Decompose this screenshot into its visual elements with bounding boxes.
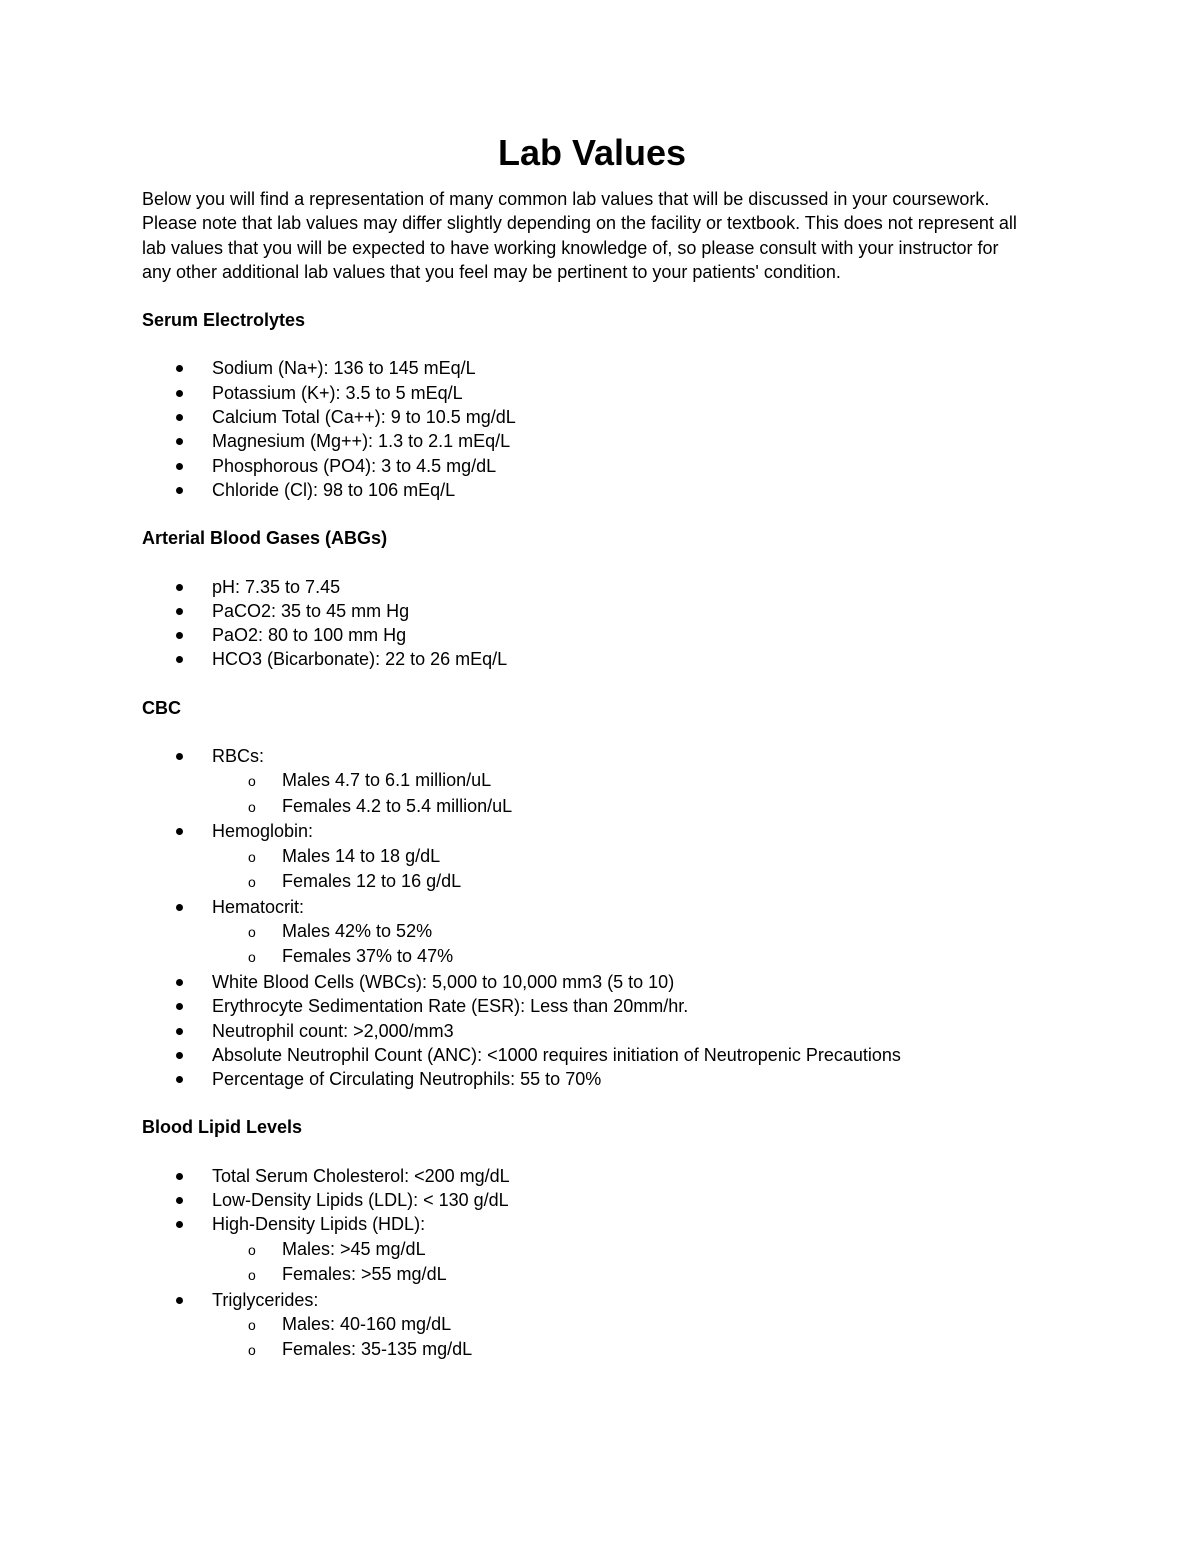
list-item — [142, 895, 1042, 970]
list-item — [142, 970, 1042, 994]
bullet-icon — [176, 365, 183, 372]
list-item — [142, 1043, 1042, 1067]
list-item-text: Low-Density Lipids (LDL): < 130 g/dL — [212, 1190, 509, 1211]
list-item — [142, 575, 1042, 599]
list-item — [142, 356, 1042, 380]
sub-list-item — [212, 869, 1042, 895]
list-item-text: Erythrocyte Sedimentation Rate (ESR): Less than 20mm/hr. — [212, 996, 689, 1017]
circle-bullet-icon: o — [248, 773, 256, 790]
sub-list-item — [212, 794, 1042, 820]
list-item — [142, 381, 1042, 405]
list-item-text: High-Density Lipids (HDL): — [212, 1214, 426, 1235]
sub-list-item-text: Females: 35-135 mg/dL — [282, 1339, 473, 1360]
list-item — [142, 623, 1042, 647]
sub-list — [212, 1312, 1042, 1363]
sub-list-item — [212, 1237, 1042, 1263]
sub-list — [212, 1237, 1042, 1288]
sub-list-item — [212, 944, 1042, 970]
sub-list-item-text: Females 12 to 16 g/dL — [282, 871, 462, 892]
document-title: Lab Values — [497, 132, 687, 173]
bullet-icon — [176, 487, 183, 494]
bullet-icon — [176, 463, 183, 470]
bullet-list — [142, 356, 1042, 502]
list-item — [142, 1188, 1042, 1212]
circle-bullet-icon: o — [248, 848, 256, 865]
circle-bullet-icon: o — [248, 1241, 256, 1258]
list-item-text: pH: 7.35 to 7.45 — [212, 576, 341, 597]
bullet-icon — [176, 608, 183, 615]
list-item-text: Hemoglobin: — [212, 821, 314, 842]
list-item-text: PaCO2: 35 to 45 mm Hg — [212, 600, 410, 621]
bullet-icon — [176, 979, 183, 986]
list-item-text: Calcium Total (Ca++): 9 to 10.5 mg/dL — [212, 407, 516, 428]
bullet-icon — [176, 1052, 183, 1059]
bullet-icon — [176, 656, 183, 663]
sub-list-item-text: Males: 40-160 mg/dL — [282, 1313, 452, 1334]
sub-list-item-text: Males 4.7 to 6.1 million/uL — [282, 770, 492, 791]
bullet-icon — [176, 1197, 183, 1204]
list-item — [142, 647, 1042, 671]
sub-list-item-text: Females 37% to 47% — [282, 946, 454, 967]
sub-list — [212, 844, 1042, 895]
list-item-text: White Blood Cells (WBCs): 5,000 to 10,000 mm3 (5 to 10) — [212, 971, 675, 992]
list-item — [142, 994, 1042, 1018]
sub-list-item — [212, 844, 1042, 870]
bullet-list — [142, 575, 1042, 672]
bullet-icon — [176, 414, 183, 421]
list-item — [142, 1212, 1042, 1287]
sub-list-item-text: Females: >55 mg/dL — [282, 1264, 447, 1285]
bullet-icon — [176, 438, 183, 445]
list-item-text: Potassium (K+): 3.5 to 5 mEq/L — [212, 382, 463, 403]
list-item-text: RBCs: — [212, 746, 265, 767]
circle-bullet-icon: o — [248, 798, 256, 815]
bullet-icon — [176, 828, 183, 835]
circle-bullet-icon: o — [248, 1316, 256, 1333]
list-item — [142, 819, 1042, 894]
list-item-text: PaO2: 80 to 100 mm Hg — [212, 625, 407, 646]
circle-bullet-icon: o — [248, 923, 256, 940]
bullet-icon — [176, 584, 183, 591]
list-item — [142, 1164, 1042, 1188]
list-item-text: Hematocrit: — [212, 896, 305, 917]
list-item-text: Magnesium (Mg++): 1.3 to 2.1 mEq/L — [212, 431, 511, 452]
document-page — [142, 132, 1042, 1363]
bullet-icon — [176, 1221, 183, 1228]
list-item-text: Phosphorous (PO4): 3 to 4.5 mg/dL — [212, 455, 497, 476]
circle-bullet-icon: o — [248, 874, 256, 891]
list-item-text: Total Serum Cholesterol: <200 mg/dL — [212, 1165, 510, 1186]
list-item-text: Percentage of Circulating Neutrophils: 55 to 70% — [212, 1069, 602, 1090]
list-item — [142, 1067, 1042, 1091]
bullet-icon — [176, 1173, 183, 1180]
list-item-text: Absolute Neutrophil Count (ANC): <1000 requires initiation of Neutropenic Precautions — [212, 1044, 901, 1065]
sub-list-item — [212, 919, 1042, 945]
bullet-icon — [176, 1003, 183, 1010]
bullet-icon — [176, 1028, 183, 1035]
sub-list-item — [212, 768, 1042, 794]
list-item — [142, 1288, 1042, 1363]
sub-list-item-text: Males 14 to 18 g/dL — [282, 845, 441, 866]
sub-list-item — [212, 1262, 1042, 1288]
bullet-list — [142, 1164, 1042, 1363]
list-item-text: HCO3 (Bicarbonate): 22 to 26 mEq/L — [212, 649, 508, 670]
list-item — [142, 429, 1042, 453]
section-heading: Serum Electrolytes — [142, 310, 306, 331]
list-item-text: Triglycerides: — [212, 1289, 319, 1310]
list-item — [142, 478, 1042, 502]
list-item — [142, 454, 1042, 478]
bullet-icon — [176, 1297, 183, 1304]
bullet-icon — [176, 753, 183, 760]
section-heading: Arterial Blood Gases (ABGs) — [142, 528, 388, 549]
circle-bullet-icon: o — [248, 1267, 256, 1284]
sub-list-item-text: Males: >45 mg/dL — [282, 1238, 426, 1259]
list-item — [142, 1019, 1042, 1043]
section-heading: CBC — [142, 697, 181, 718]
list-item-text: Sodium (Na+): 136 to 145 mEq/L — [212, 358, 476, 379]
sub-list-item — [212, 1312, 1042, 1338]
list-item-text: Chloride (Cl): 98 to 106 mEq/L — [212, 479, 456, 500]
bullet-icon — [176, 1076, 183, 1083]
list-item — [142, 744, 1042, 819]
bullet-list — [142, 744, 1042, 1091]
sub-list-item-text: Females 4.2 to 5.4 million/uL — [282, 795, 513, 816]
bullet-icon — [176, 904, 183, 911]
intro-paragraph: Below you will find a representation of many common lab values that will be discussed in your coursework. Please note that lab values may differ slightly depending on the facility or textbook. This does not represent all lab values that you will be expected to have working knowledge of, so please consult with your instructor for any other additional lab values that you feel may be pertinent to your patients' condition. — [142, 189, 1017, 282]
list-item — [142, 405, 1042, 429]
bullet-icon — [176, 390, 183, 397]
circle-bullet-icon: o — [248, 949, 256, 966]
section-heading: Blood Lipid Levels — [142, 1117, 303, 1138]
list-item-text: Neutrophil count: >2,000/mm3 — [212, 1020, 454, 1041]
sections-container — [142, 308, 1042, 1363]
sub-list — [212, 919, 1042, 970]
sub-list — [212, 768, 1042, 819]
list-item — [142, 599, 1042, 623]
sub-list-item-text: Males 42% to 52% — [282, 920, 433, 941]
circle-bullet-icon: o — [248, 1342, 256, 1359]
sub-list-item — [212, 1337, 1042, 1363]
bullet-icon — [176, 632, 183, 639]
